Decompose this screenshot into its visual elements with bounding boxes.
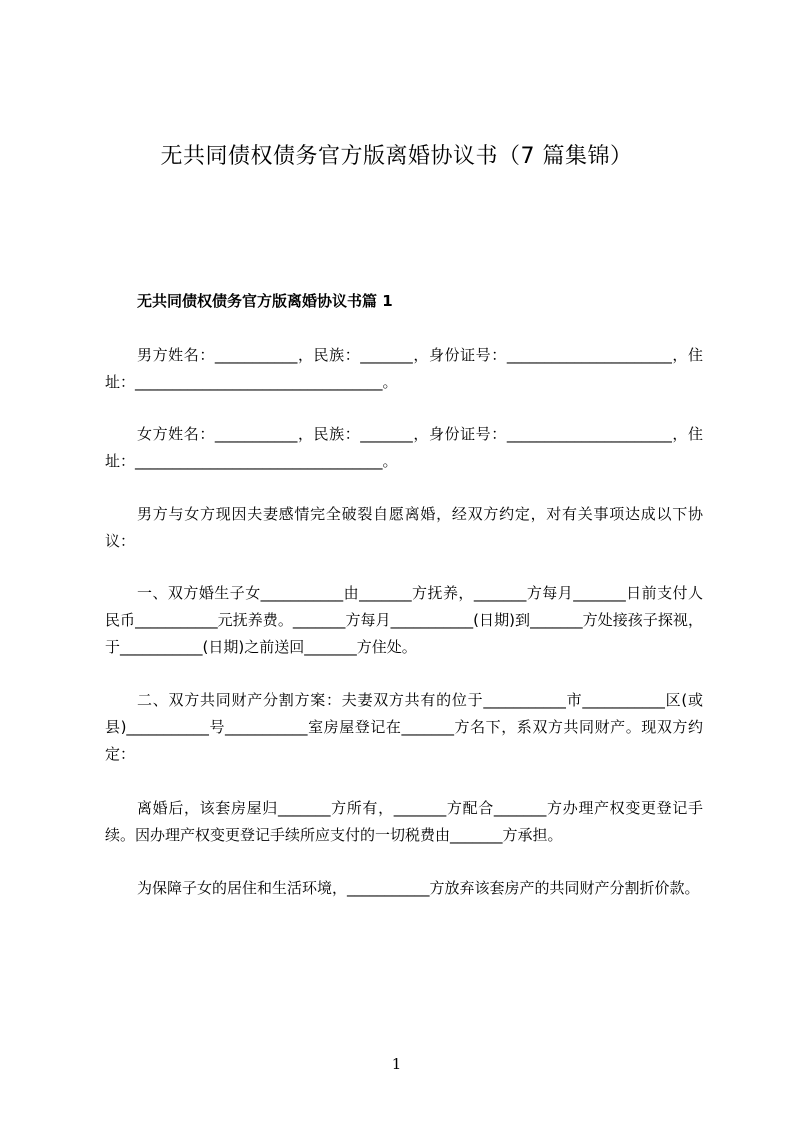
agreement-intro: 男方与女方现因夫妻感情完全破裂自愿离婚，经双方约定，对有关事项达成以下协议： bbox=[105, 505, 703, 550]
clause-child-housing: 为保障子女的居住和生活环境，___________方放弃该套房产的共同财产分割折价款。 bbox=[137, 879, 700, 897]
document-title: 无共同债权债务官方版离婚协议书（7 篇集锦） bbox=[160, 144, 633, 169]
section-heading: 无共同债权债务官方版离婚协议书篇 1 bbox=[137, 292, 393, 310]
clause-child-custody: 一、双方婚生子女___________由_______方抚养，_______方每月_______日前支付人民币___________元抚养费。_______方每月___________(日期)到_______方处接孩子探视，于___________(日期)之前送回_______方住处。 bbox=[105, 584, 703, 656]
clause-house-ownership: 离婚后，该套房屋归_______方所有，_______方配合_______方办理产权变更登记手续。因办理产权变更登记手续所应支付的一切税费由_______方承担。 bbox=[105, 799, 703, 844]
clause-property-division: 二、双方共同财产分割方案：夫妻双方共有的位于___________市___________区(或县)___________号___________室房屋登记在_______方名下，系双方共同财产。现双方约定： bbox=[105, 691, 703, 763]
page-number: 1 bbox=[391, 1055, 402, 1073]
male-party-info: 男方姓名：___________，民族：_______，身份证号：______________________，住址：_________________________________。 bbox=[105, 346, 703, 391]
female-party-info: 女方姓名：___________，民族：_______，身份证号：______________________，住址：_________________________________。 bbox=[105, 425, 703, 470]
